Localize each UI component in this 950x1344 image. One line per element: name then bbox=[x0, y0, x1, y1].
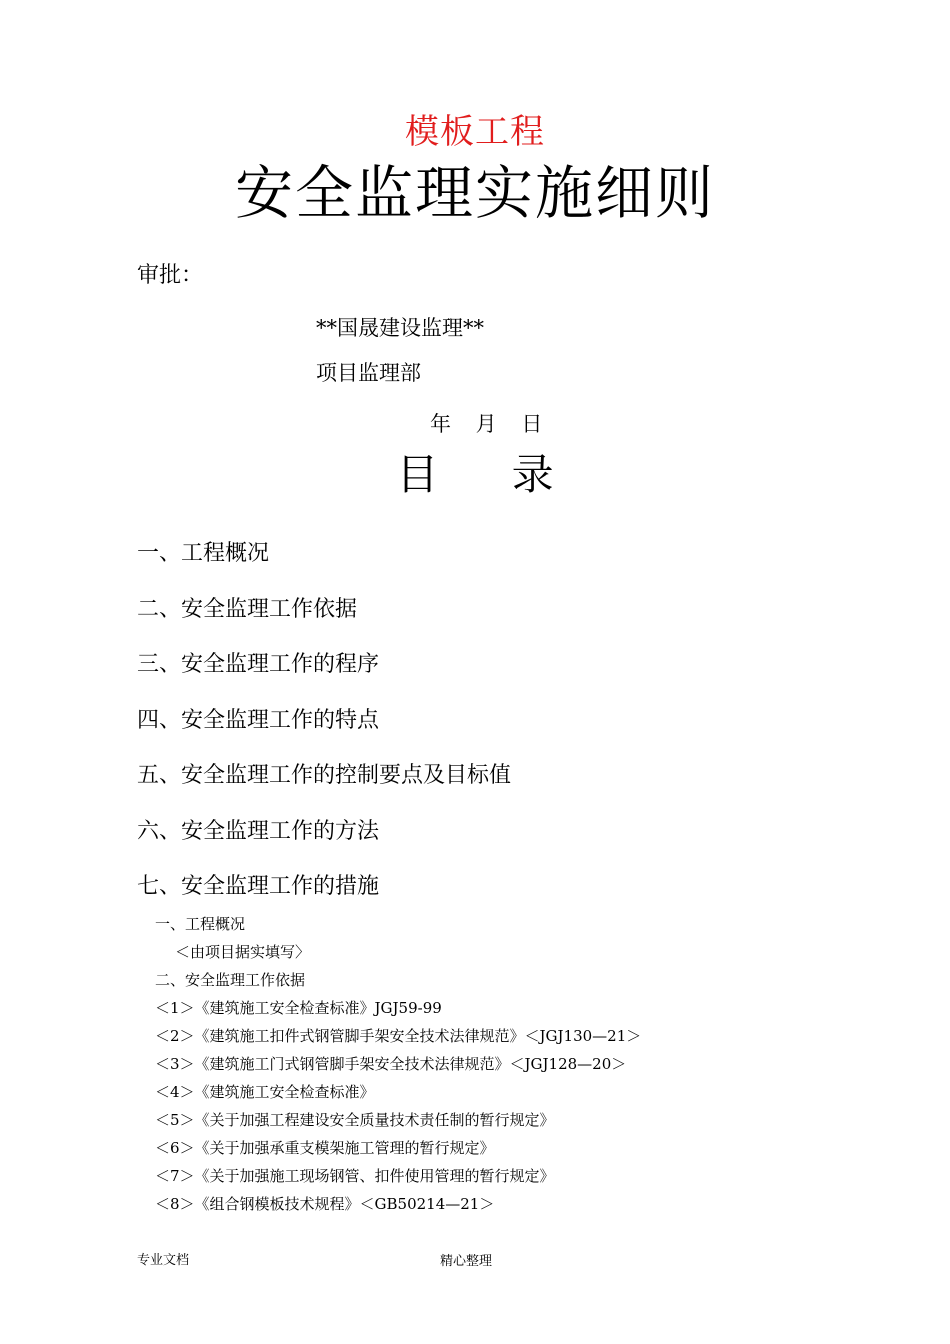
toc-list bbox=[137, 538, 511, 927]
toc-item: 四、安全监理工作的特点 bbox=[137, 707, 380, 733]
section-heading: 二、安全监理工作依据 bbox=[155, 971, 306, 989]
reference-item: ＜5＞《关于加强工程建设安全质量技术责任制的暂行规定》 bbox=[155, 1111, 555, 1129]
toc-item: 三、安全监理工作的程序 bbox=[137, 652, 380, 677]
section-heading: 一、工程概况 bbox=[155, 915, 246, 933]
reference-item: ＜1＞《建筑施工安全检查标准》JGJ59-99 bbox=[155, 999, 442, 1017]
footer-left-text: 专业文档 bbox=[137, 1253, 190, 1268]
reference-item: ＜7＞《关于加强施工现场钢管、扣件使用管理的暂行规定》 bbox=[155, 1167, 555, 1185]
footer-center-text: 精心整理 bbox=[440, 1254, 493, 1269]
reference-item: ＜2＞《建筑施工扣件式钢管脚手架安全技术法律规范》＜JGJ130—21＞ bbox=[155, 1027, 642, 1045]
toc-item: 七、安全监理工作的措施 bbox=[137, 874, 380, 899]
document-title: 安全监理实施细则 bbox=[234, 159, 715, 227]
organization-dept: 项目监理部 bbox=[316, 361, 421, 385]
organization-name: **国晟建设监理** bbox=[316, 316, 484, 340]
body-content bbox=[155, 912, 641, 1220]
date-line: 年 月 日 bbox=[430, 412, 547, 436]
toc-item: 六、安全监理工作的方法 bbox=[137, 818, 380, 844]
toc-item: 二、安全监理工作依据 bbox=[137, 596, 358, 622]
toc-title: 目 录 bbox=[396, 450, 584, 499]
toc-item: 一、工程概况 bbox=[137, 541, 270, 566]
document-subtitle: 模板工程 bbox=[405, 112, 545, 152]
toc-item: 五、安全监理工作的控制要点及目标值 bbox=[137, 763, 512, 788]
approval-label: 审批： bbox=[137, 263, 204, 288]
reference-item: ＜4＞《建筑施工安全检查标准》 bbox=[155, 1083, 375, 1101]
reference-item: ＜6＞《关于加强承重支模架施工管理的暂行规定》 bbox=[155, 1139, 495, 1157]
reference-item: ＜3＞《建筑施工门式钢管脚手架安全技术法律规范》＜JGJ128—20＞ bbox=[155, 1055, 627, 1073]
section-note: ＜由项目据实填写〉 bbox=[175, 943, 311, 961]
reference-item: ＜8＞《组合钢模板技术规程》＜GB50214—21＞ bbox=[155, 1195, 495, 1213]
